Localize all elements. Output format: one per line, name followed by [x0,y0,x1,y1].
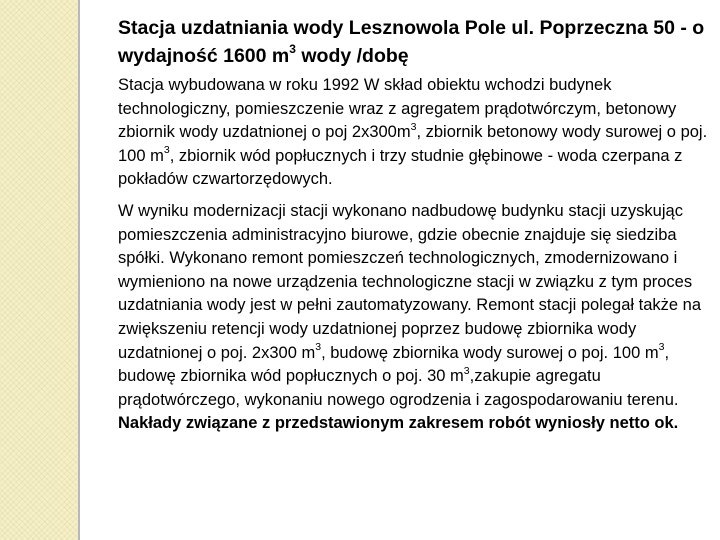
title-superscript: 3 [289,41,296,56]
superscript: 3 [163,144,170,157]
paragraph-text: W wyniku modernizacji stacji wykonano nadbudowę budynku stacji uzyskując pomieszczenia administracyjno biurowe, gdzie obecnie znajduje się siedziba spółki. Wykonano remont pomieszczeń technologicznych, zmodernizowano i wymieniono na nowe urządzenia technologiczne stacji w związku z tym proces uzdatniania wody jest w pełni zautomatyzowany. Remont stacji polegał także na zwiększeniu retencji wody uzdatnionej poprzez budowę zbiornika wody uzdatnionej o poj. 2x300 m [118,201,702,362]
slide-title [118,14,708,70]
paragraph-text: , zbiornik wód popłucznych i trzy studnie głębinowe - woda czerpana z pokładów czwartorzędowych. [118,146,683,189]
superscript: 3 [658,341,665,354]
slide-content [118,14,708,444]
superscript: 3 [463,364,470,377]
superscript: 3 [410,120,417,133]
paragraph-text: , budowę zbiornika wody surowej o poj. 100 m [321,343,659,362]
paragraph-text: , zbiornik betonowy wody surowej o poj. 100 m [118,123,708,165]
decorative-side-band [0,0,78,540]
title-text-end: wody /dobę [295,45,409,67]
paragraph-text: , budowę zbiornika wód popłucznych o poj. 30 m [118,343,670,386]
superscript: 3 [315,341,322,354]
paragraph-text: ,zakupie agregatu prądotwórczego, wykonaniu nowego ogrodzenia i zagospodarowaniu terenu. [118,367,679,409]
side-divider [78,0,80,540]
paragraph-history [118,74,708,192]
paragraph-text: Stacja wybudowana w roku 1992 W skład obiektu wchodzi budynek technologiczny, pomieszczenie wraz z agregatem prądotwórczym, betonowy zbiornik wody uzdatnionej o poj 2x300m [118,76,677,142]
paragraph-modernization [118,200,708,436]
title-text: Stacja uzdatniania wody Lesznowola Pole ul. Poprzeczna 50 - o wydajność 1600 m [118,17,705,67]
cost-statement: Nakłady związane z przedstawionym zakresem robót wyniosły netto ok. [118,414,679,433]
